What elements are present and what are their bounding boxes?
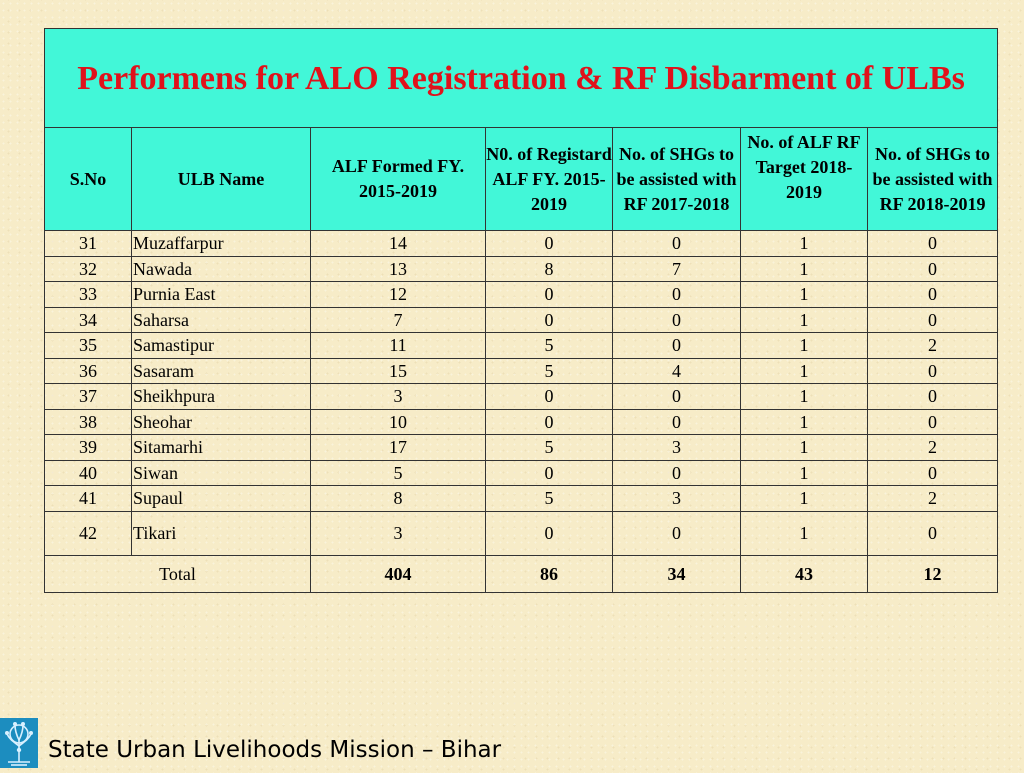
cell-alf-formed: 12	[311, 282, 486, 308]
cell-alf-formed: 3	[311, 384, 486, 410]
cell-shgs-2018-2019: 0	[868, 282, 998, 308]
column-header-alf-formed: ALF Formed FY. 2015-2019	[311, 128, 486, 231]
cell-sno: 33	[45, 282, 132, 308]
cell-ulb-name: Sasaram	[132, 358, 311, 384]
table-row	[45, 307, 998, 333]
total-registard-alf: 86	[486, 555, 613, 592]
cell-shgs-2018-2019: 0	[868, 511, 998, 555]
cell-registard-alf: 5	[486, 486, 613, 512]
cell-shgs-2018-2019: 0	[868, 409, 998, 435]
table-row	[45, 256, 998, 282]
column-header-ulb-name: ULB Name	[132, 128, 311, 231]
total-label: Total	[45, 555, 311, 592]
cell-shgs-2018-2019: 0	[868, 460, 998, 486]
slide-footer	[0, 716, 1024, 768]
cell-shgs-2017-2018: 4	[613, 358, 741, 384]
column-header-shgs-2017-2018: No. of SHGs to be assisted with RF 2017-2018	[613, 128, 741, 231]
total-shgs-2017-2018: 34	[613, 555, 741, 592]
column-header-shgs-2018-2019: No. of SHGs to be assisted with RF 2018-2019	[868, 128, 998, 231]
cell-registard-alf: 0	[486, 384, 613, 410]
cell-registard-alf: 0	[486, 409, 613, 435]
cell-ulb-name: Siwan	[132, 460, 311, 486]
cell-registard-alf: 5	[486, 435, 613, 461]
cell-alf-formed: 10	[311, 409, 486, 435]
footer-organization-name: State Urban Livelihoods Mission – Bihar	[48, 737, 502, 763]
total-alf-rf-target: 43	[741, 555, 868, 592]
cell-registard-alf: 5	[486, 358, 613, 384]
cell-sno: 38	[45, 409, 132, 435]
cell-ulb-name: Supaul	[132, 486, 311, 512]
column-header-alf-rf-target: No. of ALF RF Target 2018-2019	[741, 128, 868, 231]
cell-shgs-2018-2019: 2	[868, 486, 998, 512]
cell-shgs-2017-2018: 0	[613, 333, 741, 359]
cell-ulb-name: Muzaffarpur	[132, 231, 311, 257]
cell-shgs-2018-2019: 0	[868, 384, 998, 410]
cell-alf-formed: 7	[311, 307, 486, 333]
column-header-sno: S.No	[45, 128, 132, 231]
performance-table	[44, 28, 998, 593]
cell-sno: 41	[45, 486, 132, 512]
table-row	[45, 282, 998, 308]
cell-alf-formed: 3	[311, 511, 486, 555]
table-row	[45, 409, 998, 435]
cell-sno: 37	[45, 384, 132, 410]
cell-ulb-name: Sheikhpura	[132, 384, 311, 410]
cell-shgs-2017-2018: 3	[613, 486, 741, 512]
cell-ulb-name: Nawada	[132, 256, 311, 282]
cell-ulb-name: Sheohar	[132, 409, 311, 435]
cell-shgs-2018-2019: 0	[868, 256, 998, 282]
cell-sno: 34	[45, 307, 132, 333]
table-row	[45, 358, 998, 384]
cell-sno: 32	[45, 256, 132, 282]
cell-sno: 42	[45, 511, 132, 555]
cell-alf-rf-target: 1	[741, 384, 868, 410]
cell-alf-rf-target: 1	[741, 256, 868, 282]
page-title: Performens for ALO Registration & RF Disbarment of ULBs	[45, 29, 998, 128]
table-row	[45, 486, 998, 512]
cell-alf-formed: 14	[311, 231, 486, 257]
table-row	[45, 333, 998, 359]
cell-shgs-2018-2019: 0	[868, 358, 998, 384]
logo-graphic	[0, 718, 38, 768]
cell-ulb-name: Sitamarhi	[132, 435, 311, 461]
cell-shgs-2018-2019: 0	[868, 231, 998, 257]
column-header-registard-alf: N0. of Registard ALF FY. 2015-2019	[486, 128, 613, 231]
cell-registard-alf: 0	[486, 282, 613, 308]
table-row	[45, 231, 998, 257]
table-row	[45, 384, 998, 410]
cell-alf-rf-target: 1	[741, 409, 868, 435]
cell-shgs-2017-2018: 0	[613, 511, 741, 555]
cell-sno: 36	[45, 358, 132, 384]
cell-shgs-2017-2018: 0	[613, 231, 741, 257]
cell-alf-rf-target: 1	[741, 333, 868, 359]
total-alf-formed: 404	[311, 555, 486, 592]
cell-shgs-2017-2018: 0	[613, 307, 741, 333]
table-row	[45, 435, 998, 461]
cell-ulb-name: Saharsa	[132, 307, 311, 333]
cell-sno: 39	[45, 435, 132, 461]
cell-registard-alf: 0	[486, 460, 613, 486]
bihar-tree-logo-icon	[0, 718, 38, 768]
cell-alf-rf-target: 1	[741, 307, 868, 333]
cell-shgs-2017-2018: 0	[613, 409, 741, 435]
cell-alf-formed: 5	[311, 460, 486, 486]
table-header-row	[45, 128, 998, 231]
cell-shgs-2018-2019: 0	[868, 307, 998, 333]
cell-alf-rf-target: 1	[741, 282, 868, 308]
cell-alf-rf-target: 1	[741, 511, 868, 555]
cell-registard-alf: 0	[486, 511, 613, 555]
cell-sno: 40	[45, 460, 132, 486]
cell-shgs-2017-2018: 0	[613, 282, 741, 308]
cell-alf-formed: 15	[311, 358, 486, 384]
cell-alf-rf-target: 1	[741, 358, 868, 384]
cell-alf-formed: 17	[311, 435, 486, 461]
cell-ulb-name: Tikari	[132, 511, 311, 555]
cell-shgs-2018-2019: 2	[868, 333, 998, 359]
cell-sno: 35	[45, 333, 132, 359]
cell-shgs-2018-2019: 2	[868, 435, 998, 461]
cell-alf-rf-target: 1	[741, 460, 868, 486]
cell-shgs-2017-2018: 0	[613, 460, 741, 486]
cell-shgs-2017-2018: 7	[613, 256, 741, 282]
table-row	[45, 460, 998, 486]
cell-sno: 31	[45, 231, 132, 257]
cell-ulb-name: Purnia East	[132, 282, 311, 308]
cell-shgs-2017-2018: 0	[613, 384, 741, 410]
cell-registard-alf: 5	[486, 333, 613, 359]
cell-registard-alf: 8	[486, 256, 613, 282]
cell-ulb-name: Samastipur	[132, 333, 311, 359]
total-shgs-2018-2019: 12	[868, 555, 998, 592]
table-row	[45, 511, 998, 555]
cell-alf-rf-target: 1	[741, 486, 868, 512]
cell-registard-alf: 0	[486, 231, 613, 257]
cell-registard-alf: 0	[486, 307, 613, 333]
total-row	[45, 555, 998, 592]
cell-alf-formed: 13	[311, 256, 486, 282]
cell-alf-rf-target: 1	[741, 435, 868, 461]
cell-alf-rf-target: 1	[741, 231, 868, 257]
cell-alf-formed: 8	[311, 486, 486, 512]
cell-shgs-2017-2018: 3	[613, 435, 741, 461]
cell-alf-formed: 11	[311, 333, 486, 359]
